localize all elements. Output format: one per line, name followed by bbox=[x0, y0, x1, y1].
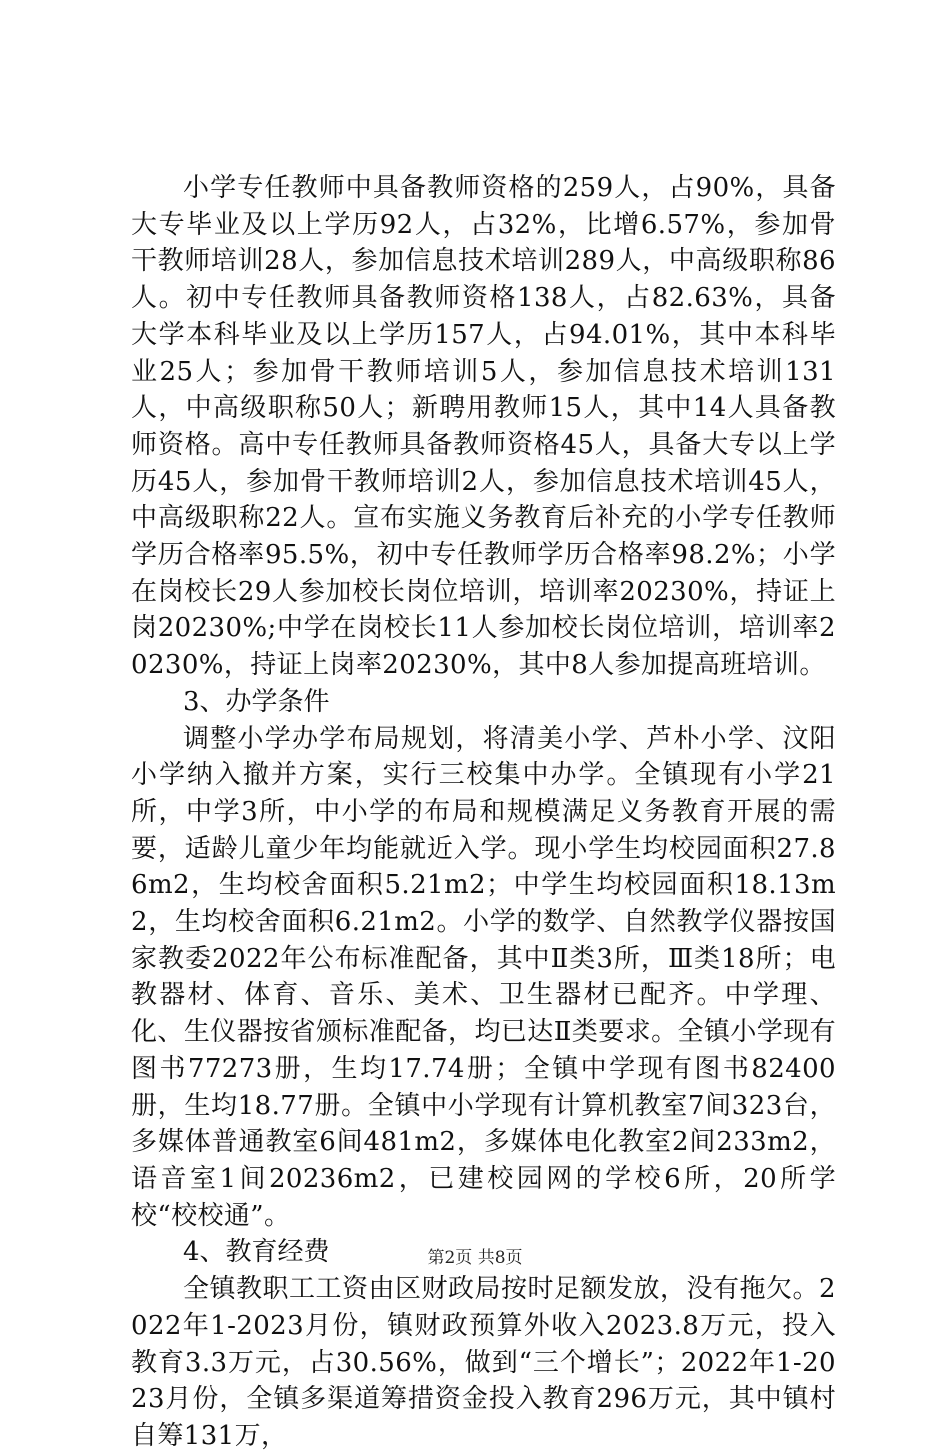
section-heading-school-conditions: 3、办学条件 bbox=[183, 686, 330, 717]
paragraph-school-conditions: 调整小学办学布局规划，将清美小学、芦朴小学、汶阳小学纳入撤并方案，实行三校集中办学。全镇现有小学21所，中学3所，中小学的布局和规模满足义务教育开展的需要，适龄儿童少年均能就近入学。现小学生均校园面积27.86m2，生均校舍面积5.21m2；中学生均校园面积18.13m2，生均校舍面积6.21m2。小学的数学、自然教学仪器按国家教委2022年公布标准配备，其中Ⅱ类3所，Ⅲ类18所；电教器材、体育、音乐、美术、卫生器材已配齐。中学理、化、生仪器按省颁标准配备，均已达Ⅱ类要求。全镇小学现有图书77273册，生均17.74册；全镇中学现有图书82400册，生均18.77册。全镇中小学现有计算机教室7间323台，多媒体普通教室6间481m2，多媒体电化教室2间233m2，语音室1间20236m2，已建校园网的学校6所，20所学校“校校通”。 bbox=[131, 723, 836, 1231]
paragraph-education-funding: 全镇教职工工资由区财政局按时足额发放，没有拖欠。2022年1-2023月份，镇财政预算外收入2023.8万元，投入教育3.3万元，占30.56%，做到“三个增长”；2022年1-2023月份，全镇多渠道筹措资金投入教育296万元，其中镇村自筹131万， bbox=[131, 1274, 836, 1451]
section-heading-education-funding: 4、教育经费 bbox=[183, 1237, 330, 1268]
paragraph-teacher-qualifications: 小学专任教师中具备教师资格的259人，占90%，具备大专毕业及以上学历92人，占32%，比增6.57%，参加骨干教师培训28人，参加信息技术培训289人，中高级职称86人。初中专任教师具备教师资格138人，占82.63%，具备大学本科毕业及以上学历157人，占94.01%，其中本科毕业25人；参加骨干教师培训5人，参加信息技术培训131人，中高级职称50人；新聘用教师15人，其中14人具备教师资格。高中专任教师具备教师资格45人，具备大专以上学历45人，参加骨干教师培训2人，参加信息技术培训45人，中高级职称22人。宣布实施义务教育后补充的小学专任教师学历合格率95.5%，初中专任教师学历合格率98.2%；小学在岗校长29人参加校长岗位培训，培训率20230%，持证上岗20230%;中学在岗校长11人参加校长岗位培训，培训率20230%，持证上岗率20230%，其中8人参加提高班培训。 bbox=[131, 173, 836, 681]
page-number-footer: 第2页 共8页 bbox=[427, 1248, 523, 1268]
